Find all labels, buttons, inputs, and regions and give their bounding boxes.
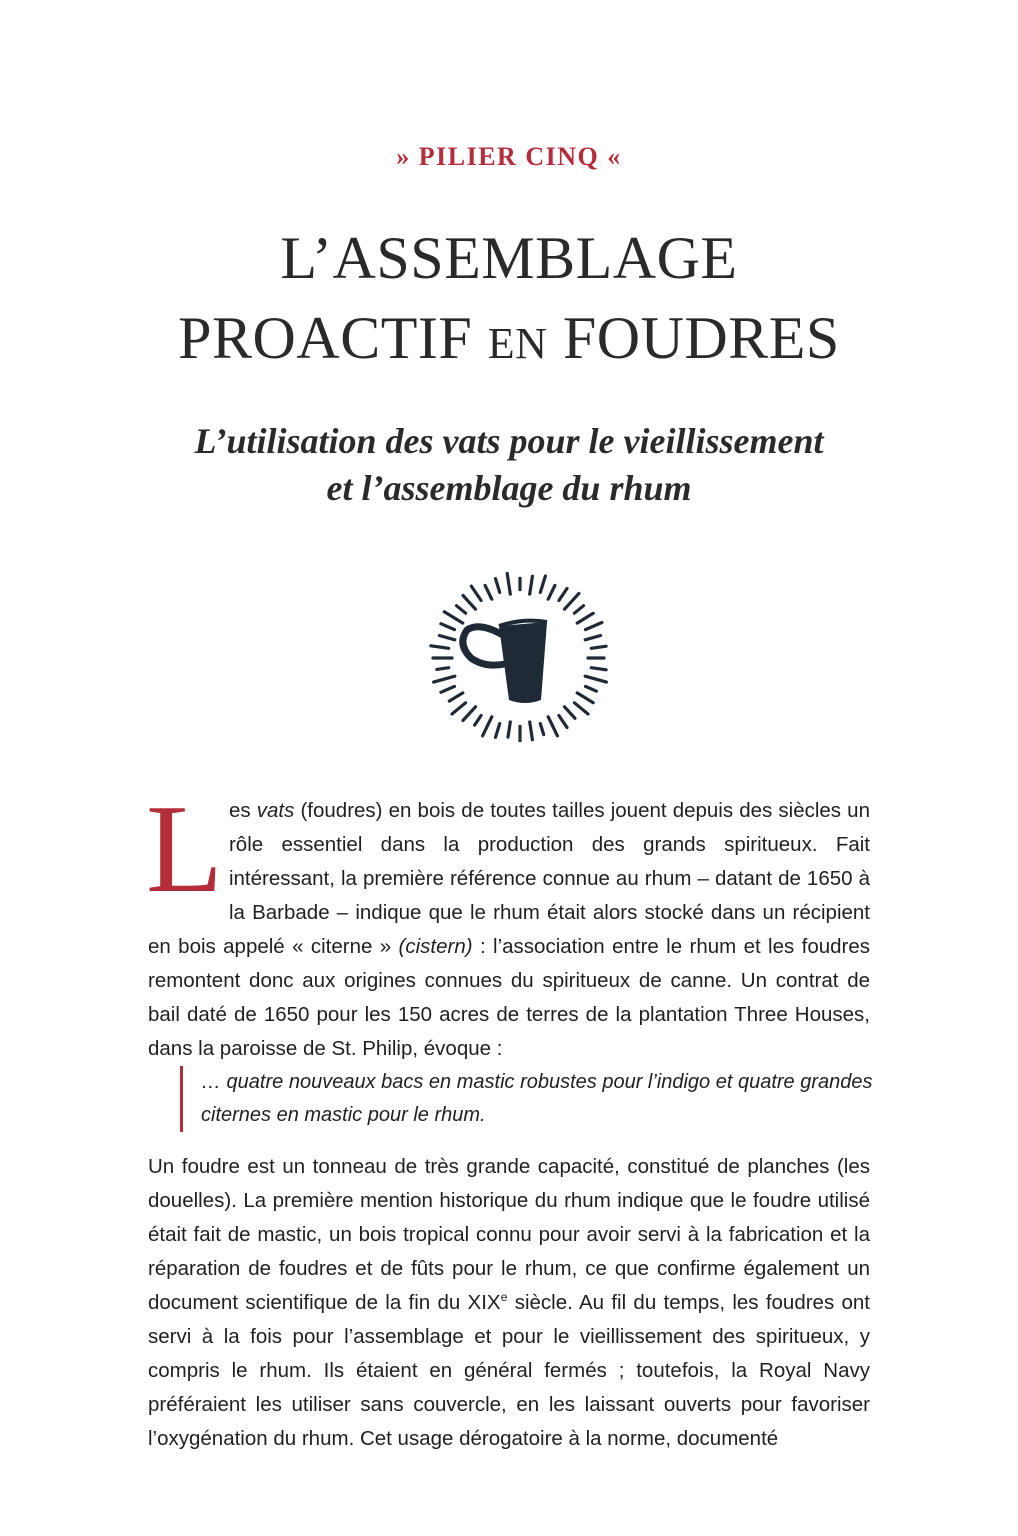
subtitle-line-1: L’utilisation des vats pour le vieillissement (194, 421, 824, 461)
paragraph1-italic-cistern: (cistern) (398, 935, 473, 958)
century-superscript: e (500, 1290, 508, 1305)
pillar-label: » PILIER CINQ « (396, 142, 622, 171)
title-line-1: L’ASSEMBLAGE (280, 225, 738, 291)
paragraph2-text-a: Un foudre est un tonneau de très grande capacité, constitué de planches (les douelles). La première mention historique du rhum indique que le foudre utilisé était fait de mastic, un bois tropical connu pour avoir servi à la fabrication et la réparation de foudres et de fûts pour le rhum, ce que confirme également un document scientifique de la fin du XIX (148, 1155, 870, 1314)
chapter-subtitle (0, 418, 1018, 512)
paragraph1-text-b: (foudres) en bois de toutes tailles jouent depuis des siècles un rôle essentiel dans la production des grands spiritueux. Fait intéressant, la première référence connue au rhum – datant de 1650 à la Barbade – indique que le rhum était alors stocké dans un récipient en bois appelé « citerne » (148, 799, 870, 958)
subtitle-line-2: et l’assemblage du rhum (326, 468, 692, 508)
paragraph1-italic-vats: vats (256, 799, 295, 822)
rum-mug-icon (429, 560, 611, 742)
body-paragraph-2 (148, 1150, 870, 1456)
paragraph2-text-b: siècle. Au fil du temps, les foudres ont servi à la fois pour l’assemblage et pour le vieillissement des spiritueux, y compris le rhum. Ils étaient en général fermés ; toutefois, la Royal Navy préféraient les utiliser sans couvercle, en les laissant ouverts pour favoriser l’oxygénation du rhum. Cet usage dérogatoire à la norme, documenté (148, 1291, 870, 1450)
drop-cap: L (146, 780, 223, 919)
title-word-foudres: FOUDRES (547, 305, 840, 371)
title-word-proactif: PROACTIF (178, 305, 488, 371)
chapter-title (0, 218, 1018, 384)
title-word-en: EN (487, 319, 548, 368)
body-paragraph-1 (146, 780, 870, 1066)
paragraph1-text-c: : l’association entre le rhum et les foudres remontent donc aux origines connues du spiritueux de canne. Un contrat de bail daté de 1650 pour les 150 acres de terres de la plantation Three Houses, dans la paroisse de St. Philip, évoque : (148, 935, 870, 1060)
paragraph1-text-a: es (228, 799, 257, 822)
block-quote: … quatre nouveaux bacs en mastic robustes pour l’indigo et quatre grandes citernes en mastic pour le rhum. (180, 1066, 881, 1132)
title-line-2 (0, 298, 1018, 384)
